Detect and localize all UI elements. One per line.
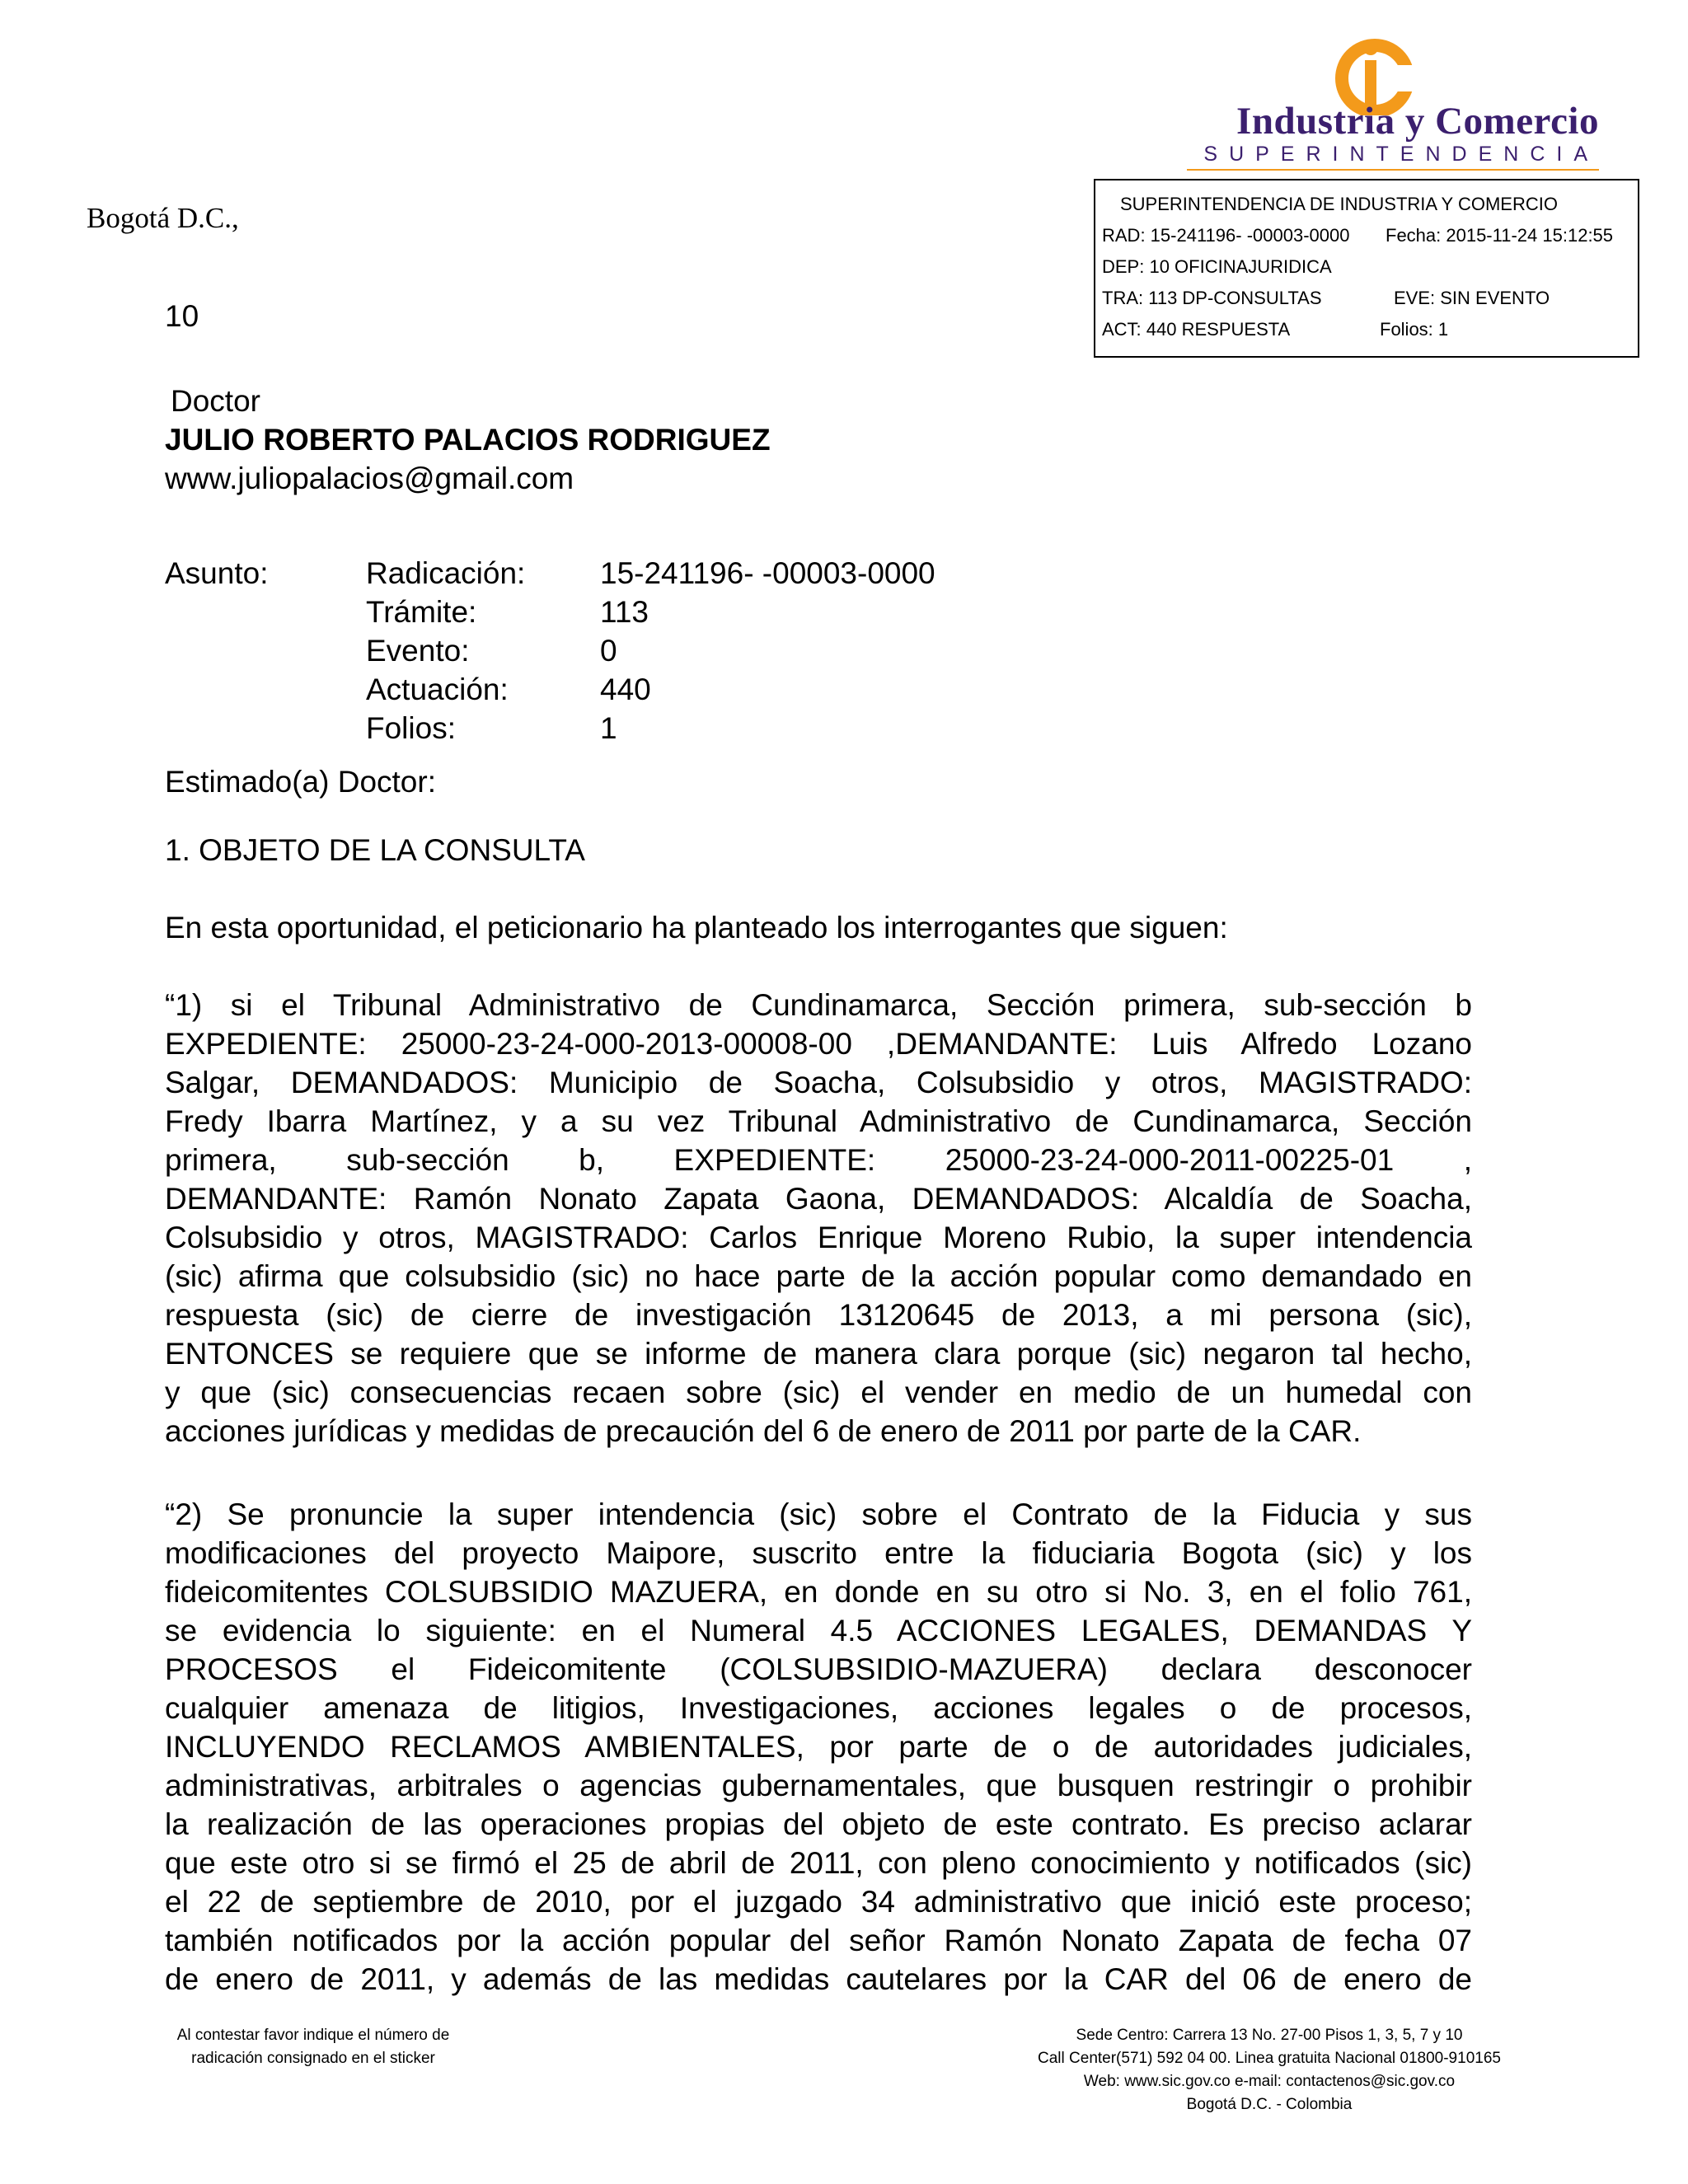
- subject-key: Folios:: [366, 711, 456, 745]
- stamp-rad: RAD: 15-241196- -00003-0000: [1102, 225, 1350, 246]
- paragraph-line: y que (sic) consecuencias recaen sobre (sic) el vender en medio de un humedal con: [165, 1376, 1472, 1409]
- footer-line: Bogotá D.C. - Colombia: [1186, 2096, 1353, 2113]
- subject-key: Evento:: [366, 634, 470, 668]
- subject-value: 15-241196- -00003-0000: [600, 556, 935, 590]
- paragraph-line: “2) Se pronuncie la super intendencia (sic) sobre el Contrato de la Fiducia y sus: [165, 1497, 1472, 1531]
- footer-line: Sede Centro: Carrera 13 No. 27-00 Pisos 1, 3, 5, 7 y 10: [1076, 2027, 1463, 2044]
- stamp-dep: DEP: 10 OFICINAJURIDICA: [1102, 256, 1332, 277]
- recipient-email: www.juliopalacios@gmail.com: [165, 462, 574, 495]
- paragraph-line: cualquier amenaza de litigios, Investigaciones, acciones legales o de procesos,: [165, 1691, 1472, 1725]
- footer-contact: [981, 2024, 1558, 2116]
- subject-value: 440: [600, 673, 651, 706]
- intro-paragraph: En esta oportunidad, el peticionario ha planteado los interrogantes que siguen:: [165, 911, 1228, 944]
- footer-line: Al contestar favor indique el número de: [176, 2027, 450, 2044]
- paragraph-line: se evidencia lo siguiente: en el Numeral 4.5 ACCIONES LEGALES, DEMANDAS Y: [165, 1614, 1472, 1647]
- stamp-act: ACT: 440 RESPUESTA: [1102, 319, 1291, 340]
- reference-code: 10: [165, 299, 199, 333]
- paragraph-line: modificaciones del proyecto Maipore, suscrito entre la fiduciaria Bogota (sic) y los: [165, 1536, 1472, 1570]
- paragraph-line: Fredy Ibarra Martínez, y a su vez Tribunal Administrativo de Cundinamarca, Sección: [165, 1104, 1472, 1138]
- subject-label: Asunto:: [165, 556, 269, 590]
- footer-line: radicación consignado en el sticker: [191, 2050, 435, 2067]
- paragraph-line: Salgar, DEMANDADOS: Municipio de Soacha, Colsubsidio y otros, MAGISTRADO:: [165, 1066, 1472, 1099]
- footer-note: [157, 2024, 470, 2070]
- paragraph-line: primera, sub-sección b, EXPEDIENTE: 25000-23-24-000-2011-00225-01 ,: [165, 1143, 1472, 1177]
- radication-stamp: [1094, 179, 1639, 358]
- paragraph-line: PROCESOS el Fideicomitente (COLSUBSIDIO-MAZUERA) declara desconocer: [165, 1652, 1472, 1686]
- stamp-folios: Folios: 1: [1380, 319, 1449, 340]
- subject-value: 113: [600, 595, 649, 629]
- subject-key: Trámite:: [366, 595, 477, 629]
- question-2-paragraph: [165, 1495, 1472, 1999]
- question-1-paragraph: [165, 986, 1472, 1451]
- paragraph-line: administrativas, arbitrales o agencias gubernamentales, que busquen restringir o prohibir: [165, 1769, 1472, 1802]
- paragraph-line: (sic) afirma que colsubsidio (sic) no hace parte de la acción popular como demandado en: [165, 1259, 1472, 1293]
- logo-subtitle: SUPERINTENDENCIA: [1203, 143, 1599, 166]
- salutation: Doctor: [171, 384, 260, 418]
- paragraph-line: la realización de las operaciones propias del objeto de este contrato. Es preciso aclarar: [165, 1807, 1472, 1841]
- paragraph-line: fideicomitentes COLSUBSIDIO MAZUERA, en donde en su otro si No. 3, en el folio 761,: [165, 1575, 1472, 1609]
- paragraph-line: Colsubsidio y otros, MAGISTRADO: Carlos Enrique Moreno Rubio, la super intendencia: [165, 1221, 1472, 1254]
- sic-logo: [1170, 37, 1599, 169]
- stamp-eve: EVE: SIN EVENTO: [1394, 288, 1550, 308]
- subject-key: Actuación:: [366, 673, 509, 706]
- paragraph-line: también notificados por la acción popular del señor Ramón Nonato Zapata de fecha 07: [165, 1924, 1472, 1957]
- paragraph-line: EXPEDIENTE: 25000-23-24-000-2013-00008-00 ,DEMANDANTE: Luis Alfredo Lozano: [165, 1027, 1472, 1061]
- greeting: Estimado(a) Doctor:: [165, 765, 436, 799]
- subject-value: 1: [600, 711, 617, 745]
- recipient-name: JULIO ROBERTO PALACIOS RODRIGUEZ: [165, 423, 771, 457]
- city-line: Bogotá D.C.,: [87, 202, 239, 234]
- paragraph-line: acciones jurídicas y medidas de precaución del 6 de enero de 2011 por parte de la CAR.: [165, 1414, 1362, 1448]
- paragraph-line: INCLUYENDO RECLAMOS AMBIENTALES, por parte de o de autoridades judiciales,: [165, 1730, 1472, 1764]
- paragraph-line: de enero de 2011, y además de las medidas cautelares por la CAR del 06 de enero de: [165, 1962, 1472, 1996]
- paragraph-line: ENTONCES se requiere que se informe de manera clara porque (sic) negaron tal hecho,: [165, 1337, 1472, 1371]
- footer-line: Call Center(571) 592 04 00. Linea gratuita Nacional 01800-910165: [1038, 2050, 1501, 2067]
- logo-title: Industria y Comercio: [1236, 100, 1599, 143]
- subject-key: Radicación:: [366, 556, 526, 590]
- footer-line: Web: www.sic.gov.co e-mail: contactenos@sic.gov.co: [1083, 2073, 1456, 2090]
- paragraph-line: DEMANDANTE: Ramón Nonato Zapata Gaona, DEMANDADOS: Alcaldía de Soacha,: [165, 1182, 1472, 1216]
- subject-value: 0: [600, 634, 617, 668]
- paragraph-line: respuesta (sic) de cierre de investigación 13120645 de 2013, a mi persona (sic),: [165, 1298, 1472, 1332]
- stamp-header: SUPERINTENDENCIA DE INDUSTRIA Y COMERCIO: [1120, 194, 1558, 214]
- stamp-tra: TRA: 113 DP-CONSULTAS: [1102, 288, 1322, 308]
- paragraph-line: que este otro si se firmó el 25 de abril de 2011, con pleno conocimiento y notificados (sic): [165, 1846, 1472, 1880]
- section-title: 1. OBJETO DE LA CONSULTA: [165, 833, 585, 867]
- logo-rule: [1187, 169, 1599, 171]
- paragraph-line: “1) si el Tribunal Administrativo de Cundinamarca, Sección primera, sub-sección b: [165, 988, 1472, 1022]
- paragraph-line: el 22 de septiembre de 2010, por el juzgado 34 administrativo que inició este proceso;: [165, 1885, 1472, 1919]
- stamp-fecha: Fecha: 2015-11-24 15:12:55: [1386, 225, 1614, 246]
